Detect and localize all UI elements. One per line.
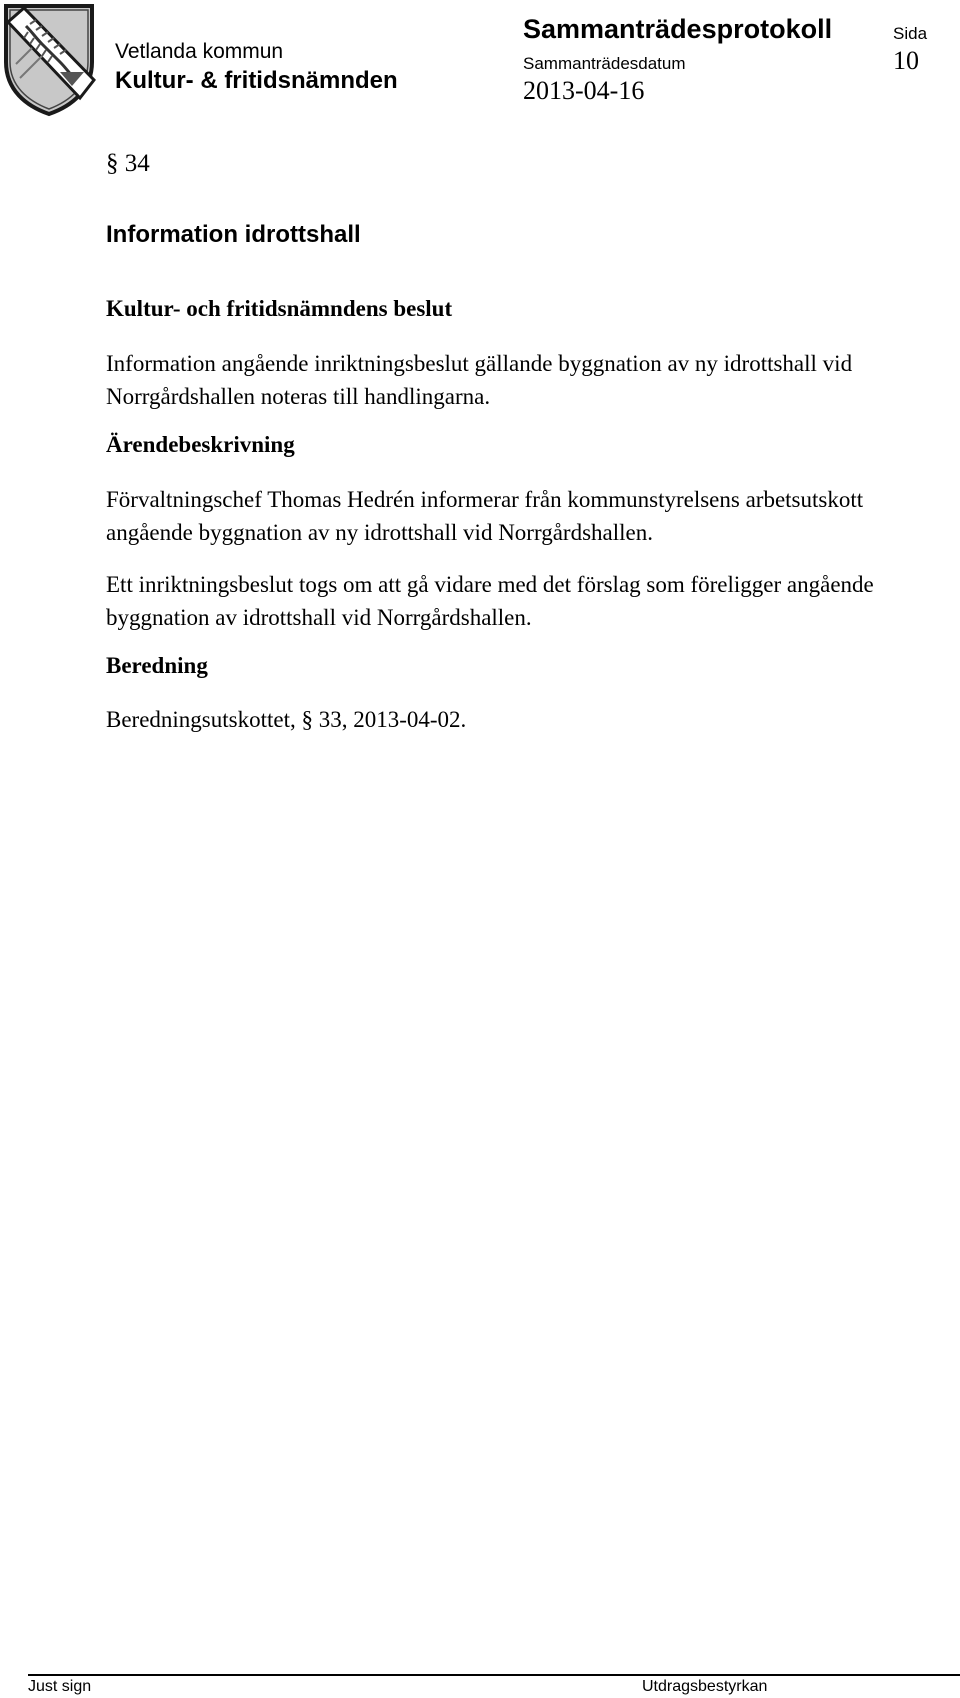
section-number: § 34	[106, 150, 150, 177]
protocol-title: Sammanträdesprotokoll	[523, 14, 833, 44]
footer-divider	[28, 1674, 960, 1676]
section-heading: Information idrottshall	[106, 221, 361, 248]
footer-sign-label: Just sign	[28, 1678, 92, 1695]
municipality-name: Vetlanda kommun	[115, 40, 284, 63]
meeting-date-value: 2013-04-16	[523, 76, 645, 105]
footer-extract-label: Utdragsbestyrkan	[642, 1678, 768, 1695]
committee-name: Kultur- & fritidsnämnden	[115, 67, 398, 94]
description-paragraph: Förvaltningschef Thomas Hedrén informerar från kommunstyrelsens arbetsutskott angående byggnation av ny idrottshall vid Norrgårdshallen.	[106, 487, 864, 545]
decision-heading: Kultur- och fritidsnämndens beslut	[106, 296, 453, 321]
page-label: Sida	[893, 24, 928, 43]
meeting-date-label: Sammanträdesdatum	[523, 54, 686, 73]
preparation-heading: Beredning	[106, 653, 208, 678]
description-heading: Ärendebeskrivning	[106, 432, 295, 457]
preparation-text: Beredningsutskottet, § 33, 2013-04-02.	[106, 707, 467, 732]
description-paragraph: Ett inriktningsbeslut togs om att gå vidare med det förslag som föreligger angående byggnation av idrottshall vid Norrgårdshallen.	[106, 572, 874, 630]
decision-text: Information angående inriktningsbeslut gällande byggnation av ny idrottshall vid Norrgårdshallen noteras till handlingarna.	[106, 351, 853, 409]
municipal-crest-icon	[2, 2, 100, 118]
page-number: 10	[893, 46, 919, 75]
